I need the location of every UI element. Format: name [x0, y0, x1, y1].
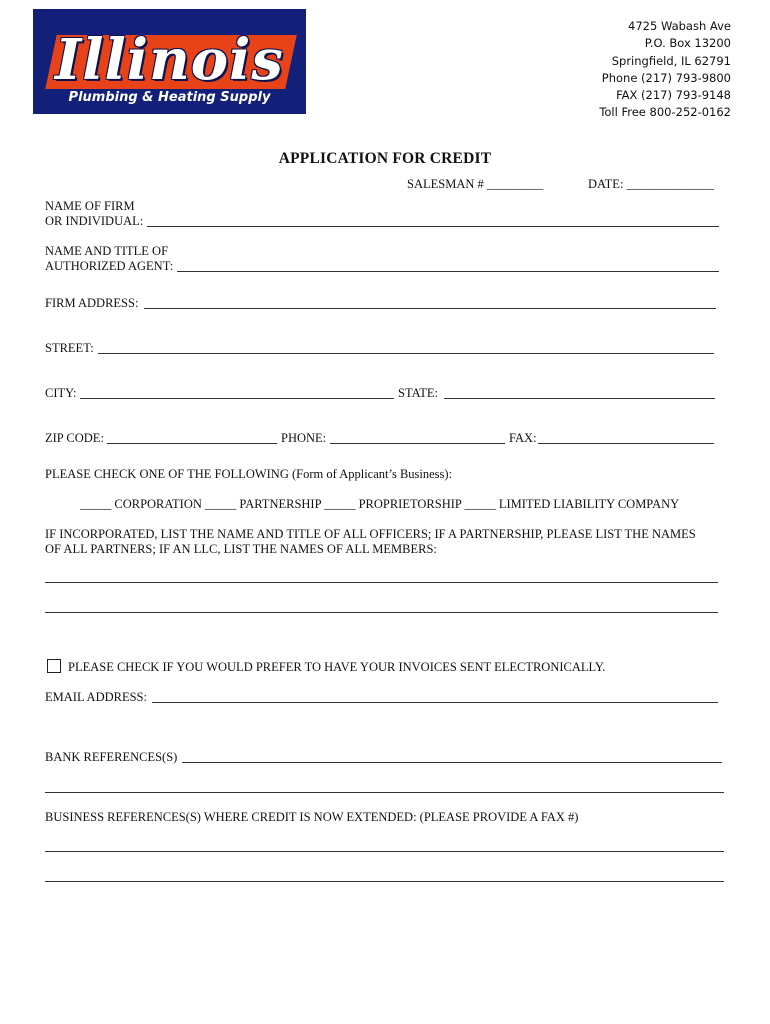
business-references-input-line[interactable] — [45, 851, 724, 852]
email-label: EMAIL ADDRESS: — [45, 690, 147, 704]
phone-label: PHONE: — [281, 431, 327, 445]
page-title: APPLICATION FOR CREDIT — [278, 150, 492, 167]
officers-instructions-2: OF ALL PARTNERS; IF AN LLC, LIST THE NAMES OF ALL MEMBERS: — [45, 542, 437, 556]
firm-name-label-2: OR INDIVIDUAL: — [45, 214, 144, 228]
officers-instructions-1: IF INCORPORATED, LIST THE NAME AND TITLE OF ALL OFFICERS; IF A PARTNERSHIP, PLEASE LIST THE NAMES — [45, 527, 696, 541]
firm-name-label-1: NAME OF FIRM — [45, 199, 135, 213]
date-field[interactable]: DATE: ______________ — [588, 177, 715, 191]
business-references-input-line[interactable] — [45, 881, 724, 882]
address-phone: Phone (217) 793-9800 — [601, 70, 731, 85]
firm-address-label: FIRM ADDRESS: — [45, 296, 139, 310]
bank-references-input-line[interactable] — [182, 762, 722, 763]
address-toll-free: Toll Free 800-252-0162 — [599, 105, 731, 120]
zip-input-line[interactable] — [107, 443, 277, 444]
bank-references-label: BANK REFERENCES(S) — [45, 750, 178, 764]
fax-label: FAX: — [509, 431, 537, 445]
electronic-invoice-label: PLEASE CHECK IF YOU WOULD PREFER TO HAVE YOUR INVOICES SENT ELECTRONICALLY. — [68, 660, 606, 674]
business-form-prompt: PLEASE CHECK ONE OF THE FOLLOWING (Form of Applicant’s Business): — [45, 467, 453, 481]
phone-input-line[interactable] — [330, 443, 505, 444]
business-references-label: BUSINESS REFERENCES(S) WHERE CREDIT IS NOW EXTENDED: (PLEASE PROVIDE A FAX #) — [45, 810, 579, 824]
address-line: 4725 Wabash Ave — [628, 19, 731, 33]
officers-input-line[interactable] — [45, 582, 718, 583]
street-label: STREET: — [45, 341, 94, 355]
city-input-line[interactable] — [80, 398, 394, 399]
agent-input-line[interactable] — [177, 271, 719, 272]
logo-wordmark: Illinois — [55, 27, 284, 93]
firm-name-input-line[interactable] — [147, 226, 719, 227]
address-fax: FAX (217) 793-9148 — [616, 88, 731, 103]
address-line: Springfield, IL 62791 — [611, 53, 731, 68]
agent-label-1: NAME AND TITLE OF — [45, 244, 169, 258]
bank-references-input-line[interactable] — [45, 792, 724, 793]
city-label: CITY: — [45, 386, 77, 400]
business-form-options[interactable]: _____ CORPORATION _____ PARTNERSHIP _____ PROPRIETORSHIP _____ LIMITED LIABILITY COMPANY — [80, 497, 680, 511]
address-line: P.O. Box 13200 — [644, 36, 731, 51]
salesman-field[interactable]: SALESMAN # _________ — [407, 177, 544, 191]
zip-label: ZIP CODE: — [45, 431, 104, 445]
fax-input-line[interactable] — [538, 443, 714, 444]
company-address — [531, 18, 731, 122]
electronic-invoice-checkbox[interactable] — [47, 659, 61, 673]
agent-label-2: AUTHORIZED AGENT: — [45, 259, 174, 273]
firm-address-input-line[interactable] — [144, 308, 716, 309]
street-input-line[interactable] — [98, 353, 714, 354]
logo-tagline: Plumbing & Heating Supply — [68, 90, 271, 105]
email-input-line[interactable] — [152, 702, 718, 703]
company-logo — [33, 9, 306, 114]
state-input-line[interactable] — [444, 398, 715, 399]
state-label: STATE: — [398, 386, 438, 400]
officers-input-line[interactable] — [45, 612, 718, 613]
